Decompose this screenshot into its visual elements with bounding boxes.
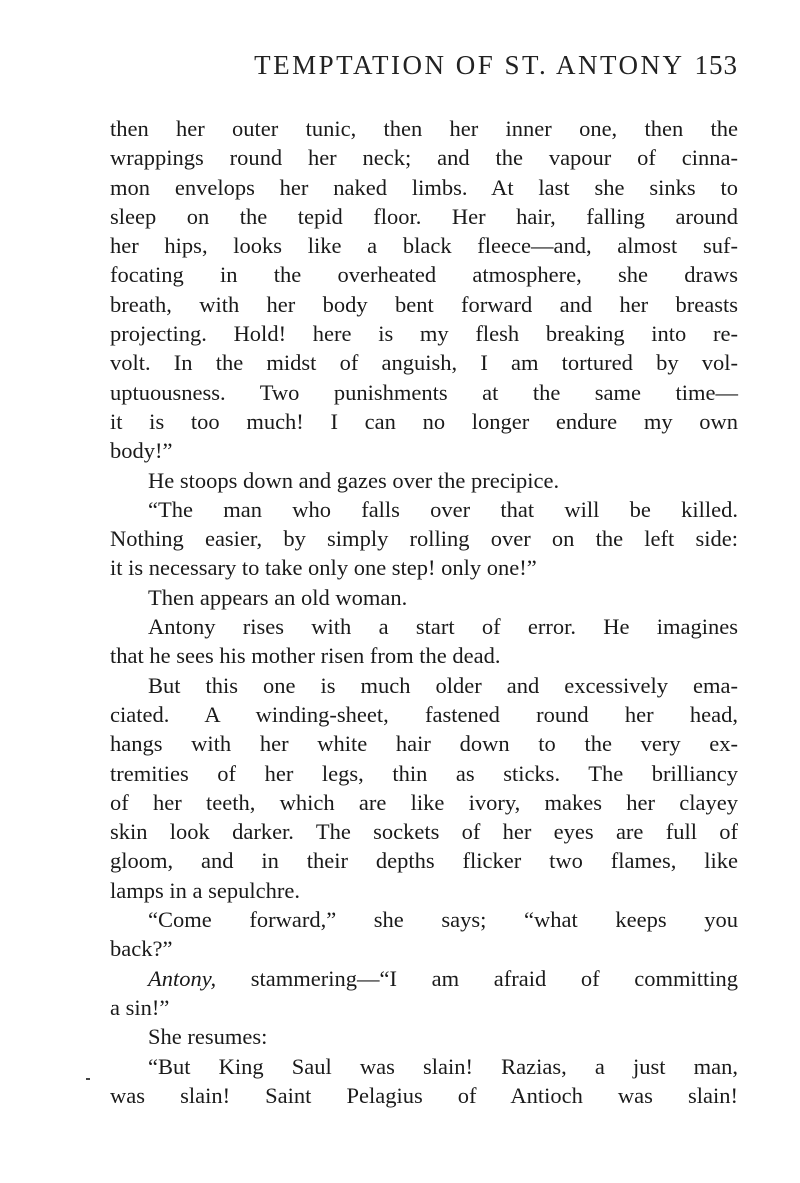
text-line: a sin!” [110, 994, 170, 1020]
text-line: “The man who falls over that will be killed. [148, 496, 738, 522]
text-line: back?” [110, 936, 173, 962]
text-line: it is too much! I can no longer endure my own [110, 408, 738, 434]
text-line: tremities of her legs, thin as sticks. The brilliancy [110, 760, 738, 786]
text-line: She resumes: [148, 1024, 268, 1050]
text-line: uptuousness. Two punishments at the same time— [110, 379, 738, 405]
text-line: sleep on the tepid floor. Her hair, falling around [110, 203, 738, 229]
text-line: of her teeth, which are like ivory, makes her clayey [110, 789, 738, 815]
margin-mark [86, 1078, 90, 1080]
text-line: He stoops down and gazes over the precipice. [148, 467, 560, 493]
text-line: then her outer tunic, then her inner one, then the [110, 116, 738, 141]
text-line: skin look darker. The sockets of her eyes are full of [110, 819, 738, 845]
text-line: it is necessary to take only one step! only one!” [110, 555, 537, 581]
text-line: ciated. A winding-sheet, fastened round her head, [110, 701, 738, 727]
text-line: “But King Saul was slain! Razias, a just man, [148, 1053, 738, 1079]
text-body [110, 114, 738, 1110]
running-header [0, 50, 738, 81]
page-number: 153 [694, 50, 738, 80]
text-line: volt. In the midst of anguish, I am tortured by vol- [110, 350, 738, 376]
text-line: mon envelops her naked limbs. At last she sinks to [110, 174, 738, 200]
dialogue-line [110, 964, 738, 993]
speaker-name: Antony, [148, 965, 217, 991]
text-line: Nothing easier, by simply rolling over on the left side: [110, 526, 738, 552]
text-line: Then appears an old woman. [148, 584, 408, 610]
running-title: TEMPTATION OF ST. ANTONY [254, 50, 685, 80]
text-line: focating in the overheated atmosphere, she draws [110, 262, 738, 288]
text-line: wrappings round her neck; and the vapour of cinna- [110, 145, 738, 171]
text-line: projecting. Hold! here is my flesh breaking into re- [110, 321, 738, 347]
text-line: that he sees his mother risen from the dead. [110, 643, 501, 669]
text-line: hangs with her white hair down to the very ex- [110, 731, 738, 757]
text-line: Antony rises with a start of error. He imagines [148, 614, 738, 640]
text-line: body!” [110, 438, 173, 464]
text-line: “Come forward,” she says; “what keeps you [148, 907, 738, 933]
text-line: was slain! Saint Pelagius of Antioch was slain! [110, 1082, 738, 1108]
text-line: gloom, and in their depths flicker two flames, like [110, 848, 738, 874]
text-line: breath, with her body bent forward and her breasts [110, 291, 738, 317]
text-line: her hips, looks like a black fleece—and, almost suf- [110, 233, 738, 259]
text-line: But this one is much older and excessively ema- [148, 672, 738, 698]
text-line: lamps in a sepulchre. [110, 877, 300, 903]
stage-direction: stammering—“I am afraid of committing [250, 965, 739, 991]
